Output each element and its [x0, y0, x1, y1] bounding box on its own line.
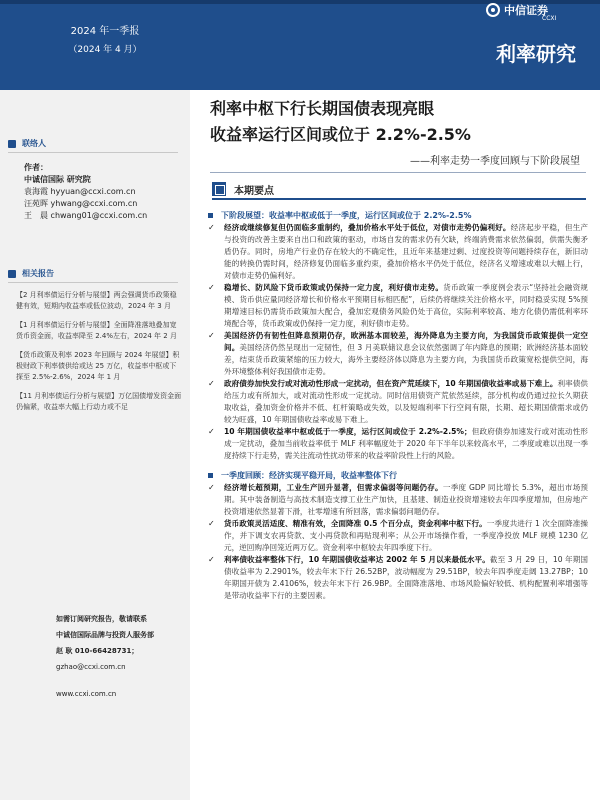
related-report-item[interactable]: 【2 月利率债运行分析与展望】两会强调货币政策稳健有效，短期内收益率或低位波动，2024 年 3 月 — [16, 291, 177, 310]
bullet-lead: 货币政策灵活适度、精准有效，全面降准 0.5 个百分点，资金利率中枢下行。 — [224, 519, 487, 528]
bullet-lead: 经济增长超预期，工业生产回升显著，但需求偏弱等问题仍存。 — [224, 483, 443, 492]
bullet-lead: 美国经济仍有韧性但降息预期仍存，欧洲基本面较差，海外降息为主要方向，为我国货币政策提供一定空间。 — [224, 331, 588, 352]
section-marker-icon — [208, 213, 213, 218]
divider — [8, 152, 178, 153]
check-icon: ✓ — [208, 379, 215, 388]
check-icon: ✓ — [208, 223, 215, 232]
bullet-item — [208, 426, 588, 462]
bullet-text: 但政府债券加速发行或对流动性形成一定扰动，叠加当前收益率低于 MLF 利率幅度处于 2020 年下半年以来较高水平，二季度或难以出现一季度持续下行走势，需关注流动性扰动带来的收益率阶段性上行的风险。 — [224, 427, 588, 460]
contact-heading-label: 联络人 — [22, 139, 46, 148]
key-points-body — [208, 206, 588, 602]
section-heading-text: 一季度回顾：经济实现平稳开局，收益率整体下行 — [221, 471, 397, 480]
key-points-title: 本期要点 — [234, 186, 274, 197]
logo-mark-icon — [486, 3, 500, 17]
section-title: 利率研究 — [496, 42, 576, 66]
related-report-item[interactable]: 【1 月利率债运行分析与展望】全面降准落地叠加宽货币资金面，收益率降至 2.4%左右，2024 年 2 月 — [16, 321, 177, 340]
author-line: 汪苑晖 yhwang@ccxi.com.cn — [24, 199, 138, 208]
header-band — [0, 0, 600, 90]
bullet-lead: 稳增长、防风险下货币政策或仍保持一定力度，利好债市走势。 — [224, 283, 444, 292]
related-reports-list — [16, 290, 182, 421]
check-icon: ✓ — [208, 283, 215, 292]
author-label: 作者： — [24, 163, 48, 172]
department-line: 中诚信国际品牌与投资人服务部 — [56, 631, 154, 639]
bullet-text: 一季度共进行 1 次全面降准操作，并下调支农再贷款、支小再贷款和再贴现利率；从公开市场操作看，一季度净投放 MLF 规模 1230 亿元，逆回购净回笼近两万亿。资金利率中枢较去年四季度下行。 — [224, 519, 588, 552]
logo-english-name: CCXI — [542, 15, 557, 22]
title-divider — [210, 172, 586, 173]
author-block — [24, 162, 147, 222]
bullet-item — [208, 222, 588, 282]
subscribe-line: 如需订阅研究报告，敬请联系 — [56, 615, 147, 623]
related-reports-icon — [8, 270, 16, 278]
related-report-item[interactable]: 【11 月利率债运行分析与展望】万亿国债增发资金面仍偏紧，收益率大幅上行动力或不足 — [16, 392, 182, 411]
report-subtitle: ——利率走势一季度回顾与下阶段展望 — [410, 156, 580, 167]
key-points-icon — [212, 182, 226, 196]
bullet-text: 一季度 GDP 同比增长 5.3%，超出市场预期。其中装备制造与高技术制造支撑工业生产加快，且基建、制造业投资增速较去年四季度增加，但房地产投资增速依然显著下滑，社零增速有所回落，需求偏弱问题仍存。 — [224, 483, 589, 516]
bullet-item — [208, 518, 588, 554]
bullet-text: 货币政策一季度例会表示“坚持社会融资规模、货币供应量同经济增长和价格水平预期目标相匹配”，后续仍将继续关注价格水平，同时稳妥实现 5%预期增速目标仍需货币政策加大配合，叠加宏观债务风险仍处于高位，实际利率较高、地方化债仍需低利率环境配合等，货币政策或仍保持一定力度，利好债市走势。 — [224, 283, 588, 328]
report-title-line2: 收益率运行区间或位于 2.2%-2.5% — [210, 125, 471, 144]
sidebar — [0, 90, 190, 800]
author-org: 中诚信国际 研究院 — [24, 175, 91, 184]
check-icon: ✓ — [208, 483, 215, 492]
key-points-header — [212, 180, 586, 200]
check-icon: ✓ — [208, 555, 215, 564]
bullet-text: 经济起步平稳，但生产与投资的改善主要来自出口和政策的驱动，市场自发的需求仍有欠缺，终端消费需求依然偏弱，供需失衡矛盾仍存。同时，房地产行业仍存在较大的不确定性，且近年来基建过剩、过度投资等问题持续存在，新旧动能的转换仍需时间，经济修复仍面临多重约束，叠加价格水平仍处于低位，经济名义增速或难以大幅上行，对债市走势仍偏利好。 — [224, 223, 588, 280]
section-marker-icon — [208, 473, 213, 478]
bullet-text: 截至 3 月 29 日，10 年期国债收益率为 2.2901%，较去年末下行 26.52BP，波动幅度为 29.51BP，较去年四季度走阔 13.27BP；10 年期国开债为 2.4106%，较去年末下行 26.9BP。全面降准落地、市场风险偏好较低、机构配置利率增强等是带动收益率下行的主要因素。 — [224, 555, 588, 600]
company-logo — [486, 2, 586, 22]
check-icon: ✓ — [208, 331, 215, 340]
section-heading — [208, 210, 588, 221]
bullet-item — [208, 378, 588, 426]
author-line: 袁海霞 hyyuan@ccxi.com.cn — [24, 187, 136, 196]
bullet-lead: 政府债券加快发行或对流动性形成一定扰动，但在资产荒延续下，10 年期国债收益率或易下难上。 — [224, 379, 558, 388]
contact-email[interactable]: gzhao@ccxi.com.cn — [56, 663, 126, 671]
bullet-lead: 10 年期国债收益率中枢或低于一季度，运行区间或位于 2.2%-2.5%； — [224, 427, 472, 436]
section-heading-text: 下阶段展望：收益率中枢或低于一季度，运行区间或位于 2.2%-2.5% — [221, 211, 472, 220]
contact-icon — [8, 140, 16, 148]
section-heading — [208, 470, 588, 481]
bullet-item — [208, 282, 588, 330]
related-heading-label: 相关报告 — [22, 269, 54, 278]
contact-phone: 赵 耿 010-66428731； — [56, 647, 139, 655]
check-icon: ✓ — [208, 427, 215, 436]
bullet-lead: 利率债收益率整体下行，10 年期国债收益率达 2002 年 5 月以来最低水平。 — [224, 555, 490, 564]
divider — [8, 282, 178, 283]
bullet-text: 美国经济仍然呈现出一定韧性，但 3 月美联储议息会议依然强调了年内降息的预期；欧洲经济基本面较差，结束货币政策紧缩的压力较大，海外主要经济体以降息为主要方向，为我国货币政策宽松提供空间，海外环境整体利好我国债市走势。 — [224, 343, 589, 376]
bullet-lead: 经济或继续修复但仍面临多重制约，叠加价格水平处于低位，对债市走势仍偏利好。 — [224, 223, 511, 232]
bullet-text: 利率债供给压力或有所加大，或对流动性形成一定扰动。同时信用债资产荒依然延续，部分机构或仍通过拉长久期获取收益，叠加资金价格并不低、杠杆策略或失效，以及短端利率下行空间有限，长期、超长期国债需求或仍较为旺盛，10 年期国债收益率或易下难上。 — [224, 379, 589, 424]
bullet-item — [208, 554, 588, 602]
report-date: 2024 年一季报 — [70, 26, 140, 37]
report-title-line1: 利率中枢下行长期国债表现亮眼 — [210, 99, 435, 118]
website-link[interactable]: www.ccxi.com.cn — [56, 690, 117, 698]
bullet-item — [208, 330, 588, 378]
author-line: 王 晨 chwang01@ccxi.com.cn — [24, 211, 148, 220]
contact-heading — [8, 138, 46, 149]
related-heading — [8, 268, 54, 279]
bullet-item — [208, 482, 588, 518]
report-month: （2024 年 4 月） — [68, 45, 142, 55]
related-report-item[interactable]: 【货币政策及利率 2023 年回顾与 2024 年展望】积极财政下利率债供给或达 25 万亿，收益率中枢或下探至 2.5%-2.6%，2024 年 1 月 — [16, 351, 180, 381]
logo-chinese-name: 中信证券 — [504, 4, 548, 17]
check-icon: ✓ — [208, 519, 215, 528]
contact-info — [56, 614, 154, 700]
